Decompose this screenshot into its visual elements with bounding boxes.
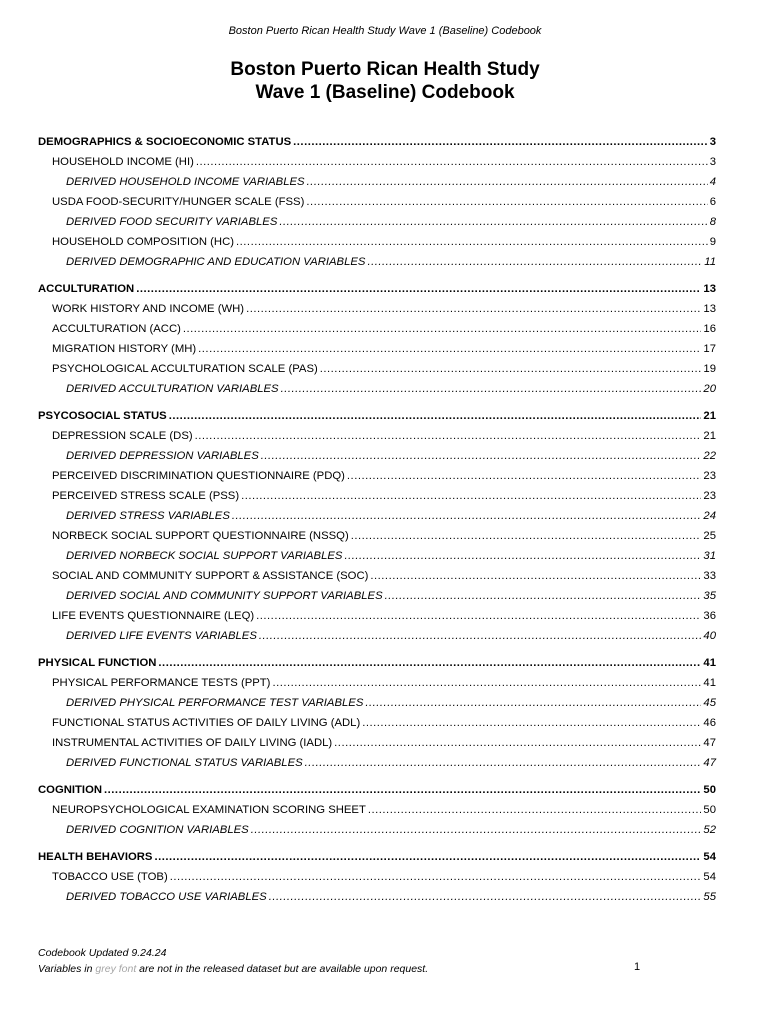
dot-leader bbox=[279, 216, 707, 228]
toc-entry-label: WORK HISTORY AND INCOME (WH) bbox=[52, 303, 245, 315]
toc-entry-page: 52 bbox=[703, 824, 716, 836]
toc-entry-page: 50 bbox=[703, 804, 716, 816]
dot-leader bbox=[351, 530, 702, 542]
toc-entry-page: 24 bbox=[703, 510, 716, 522]
dot-leader bbox=[306, 196, 707, 208]
dot-leader bbox=[281, 383, 702, 395]
toc-section-heading[interactable] bbox=[38, 851, 716, 871]
toc-entry-page: 17 bbox=[703, 343, 716, 355]
toc-subentry[interactable] bbox=[38, 216, 716, 236]
toc-entry[interactable] bbox=[38, 490, 716, 510]
dot-leader bbox=[385, 590, 702, 602]
dot-leader bbox=[232, 510, 702, 522]
document-title-line-1: Boston Puerto Rican Health Study bbox=[230, 59, 540, 80]
grey-font-sample: grey font bbox=[95, 963, 137, 975]
dot-leader bbox=[170, 871, 702, 883]
toc-entry-label: NORBECK SOCIAL SUPPORT QUESTIONNAIRE (NSSQ) bbox=[52, 530, 349, 542]
toc-entry[interactable] bbox=[38, 236, 716, 256]
toc-section bbox=[38, 657, 716, 777]
dot-leader bbox=[365, 697, 701, 709]
toc-entry-page: 13 bbox=[703, 283, 716, 295]
dot-leader bbox=[136, 283, 701, 295]
toc-entry-page: 4 bbox=[709, 176, 716, 188]
toc-subentry[interactable] bbox=[38, 590, 716, 610]
toc-subentry[interactable] bbox=[38, 550, 716, 570]
toc-entry-page: 6 bbox=[709, 196, 716, 208]
dot-leader bbox=[370, 570, 701, 582]
dot-leader bbox=[269, 891, 702, 903]
toc-entry[interactable] bbox=[38, 717, 716, 737]
toc-entry-label: DERIVED NORBECK SOCIAL SUPPORT VARIABLES bbox=[66, 550, 343, 562]
dot-leader bbox=[347, 470, 702, 482]
toc-entry-label: DERIVED ACCULTURATION VARIABLES bbox=[66, 383, 279, 395]
dot-leader bbox=[198, 343, 701, 355]
toc-entry-label: PHYSICAL FUNCTION bbox=[38, 657, 157, 669]
toc-entry-label: MIGRATION HISTORY (MH) bbox=[52, 343, 197, 355]
toc-entry[interactable] bbox=[38, 323, 716, 343]
toc-entry-page: 3 bbox=[709, 156, 716, 168]
toc-entry-page: 23 bbox=[703, 470, 716, 482]
dot-leader bbox=[241, 490, 701, 502]
toc-entry-label: USDA FOOD-SECURITY/HUNGER SCALE (FSS) bbox=[52, 196, 305, 208]
grey-font-note-end: are not in the released dataset but are available upon request. bbox=[136, 963, 429, 975]
toc-entry[interactable] bbox=[38, 737, 716, 757]
toc-entry-page: 22 bbox=[703, 450, 716, 462]
toc-entry-label: ACCULTURATION bbox=[38, 283, 135, 295]
toc-section-heading[interactable] bbox=[38, 410, 716, 430]
toc-entry-label: PHYSICAL PERFORMANCE TESTS (PPT) bbox=[52, 677, 271, 689]
toc-entry-page: 11 bbox=[704, 256, 716, 268]
dot-leader bbox=[154, 851, 701, 863]
toc-entry-label: PSYCHOLOGICAL ACCULTURATION SCALE (PAS) bbox=[52, 363, 318, 375]
toc-entry[interactable] bbox=[38, 570, 716, 590]
toc-subentry[interactable] bbox=[38, 510, 716, 530]
toc-subentry[interactable] bbox=[38, 757, 716, 777]
toc-section-heading[interactable] bbox=[38, 784, 716, 804]
dot-leader bbox=[158, 657, 701, 669]
toc-entry-label: PERCEIVED DISCRIMINATION QUESTIONNAIRE (PDQ) bbox=[52, 470, 345, 482]
dot-leader bbox=[368, 804, 702, 816]
toc-entry-label: DERIVED TOBACCO USE VARIABLES bbox=[66, 891, 267, 903]
toc-subentry[interactable] bbox=[38, 891, 716, 911]
toc-entry-label: PSYCOSOCIAL STATUS bbox=[38, 410, 167, 422]
toc-entry-page: 35 bbox=[703, 590, 716, 602]
dot-leader bbox=[362, 717, 701, 729]
toc-entry-page: 40 bbox=[703, 630, 716, 642]
toc-section bbox=[38, 283, 716, 403]
toc-entry-label: LIFE EVENTS QUESTIONNAIRE (LEQ) bbox=[52, 610, 255, 622]
toc-entry-page: 50 bbox=[703, 784, 716, 796]
toc-entry-page: 3 bbox=[709, 136, 716, 148]
table-of-contents bbox=[38, 136, 716, 918]
dot-leader bbox=[251, 824, 702, 836]
toc-entry-label: DEMOGRAPHICS & SOCIOECONOMIC STATUS bbox=[38, 136, 292, 148]
toc-entry-label: COGNITION bbox=[38, 784, 103, 796]
toc-section-heading[interactable] bbox=[38, 283, 716, 303]
toc-entry-label: HOUSEHOLD INCOME (HI) bbox=[52, 156, 194, 168]
dot-leader bbox=[259, 630, 702, 642]
toc-entry-page: 19 bbox=[703, 363, 716, 375]
toc-entry-page: 46 bbox=[703, 717, 716, 729]
toc-section bbox=[38, 136, 716, 276]
toc-section bbox=[38, 851, 716, 911]
toc-subentry[interactable] bbox=[38, 256, 716, 276]
toc-entry-label: ACCULTURATION (ACC) bbox=[52, 323, 181, 335]
codebook-updated-note: Codebook Updated 9.24.24 bbox=[38, 947, 167, 959]
toc-entry-label: DERIVED COGNITION VARIABLES bbox=[66, 824, 249, 836]
toc-entry[interactable] bbox=[38, 804, 716, 824]
toc-entry-page: 13 bbox=[703, 303, 716, 315]
toc-entry-page: 8 bbox=[709, 216, 716, 228]
toc-section-heading[interactable] bbox=[38, 657, 716, 677]
toc-entry-page: 36 bbox=[703, 610, 716, 622]
toc-entry-page: 41 bbox=[703, 657, 716, 669]
dot-leader bbox=[307, 176, 708, 188]
toc-entry-page: 54 bbox=[703, 851, 716, 863]
dot-leader bbox=[196, 156, 708, 168]
toc-subentry[interactable] bbox=[38, 450, 716, 470]
dot-leader bbox=[367, 256, 702, 268]
toc-subentry[interactable] bbox=[38, 630, 716, 650]
toc-entry-label: TOBACCO USE (TOB) bbox=[52, 871, 168, 883]
toc-entry-label: DERIVED FUNCTIONAL STATUS VARIABLES bbox=[66, 757, 303, 769]
toc-entry-label: DERIVED LIFE EVENTS VARIABLES bbox=[66, 630, 257, 642]
dot-leader bbox=[183, 323, 702, 335]
document-title-line-2: Wave 1 (Baseline) Codebook bbox=[255, 82, 515, 103]
toc-entry-label: INSTRUMENTAL ACTIVITIES OF DAILY LIVING (IADL) bbox=[52, 737, 333, 749]
toc-entry-page: 45 bbox=[703, 697, 716, 709]
dot-leader bbox=[272, 677, 701, 689]
dot-leader bbox=[344, 550, 701, 562]
toc-entry-page: 9 bbox=[709, 236, 716, 248]
dot-leader bbox=[305, 757, 702, 769]
dot-leader bbox=[293, 136, 708, 148]
document-title bbox=[0, 58, 770, 104]
running-header: Boston Puerto Rican Health Study Wave 1 (Baseline) Codebook bbox=[228, 25, 542, 37]
toc-section bbox=[38, 410, 716, 650]
toc-entry-label: DERIVED PHYSICAL PERFORMANCE TEST VARIABLES bbox=[66, 697, 364, 709]
toc-entry-page: 23 bbox=[703, 490, 716, 502]
dot-leader bbox=[320, 363, 702, 375]
dot-leader bbox=[169, 410, 702, 422]
toc-entry-label: HOUSEHOLD COMPOSITION (HC) bbox=[52, 236, 235, 248]
toc-entry-label: DERIVED SOCIAL AND COMMUNITY SUPPORT VARIABLES bbox=[66, 590, 383, 602]
toc-entry[interactable] bbox=[38, 196, 716, 216]
grey-font-note bbox=[38, 961, 428, 977]
toc-entry-label: HEALTH BEHAVIORS bbox=[38, 851, 153, 863]
toc-entry-page: 33 bbox=[703, 570, 716, 582]
toc-entry[interactable] bbox=[38, 343, 716, 363]
dot-leader bbox=[334, 737, 701, 749]
toc-section bbox=[38, 784, 716, 844]
footer bbox=[38, 945, 428, 977]
toc-entry-page: 25 bbox=[703, 530, 716, 542]
toc-entry[interactable] bbox=[38, 610, 716, 630]
toc-entry-label: DERIVED DEPRESSION VARIABLES bbox=[66, 450, 259, 462]
toc-entry-label: DEPRESSION SCALE (DS) bbox=[52, 430, 193, 442]
toc-entry-label: FUNCTIONAL STATUS ACTIVITIES OF DAILY LIVING (ADL) bbox=[52, 717, 361, 729]
toc-entry-page: 54 bbox=[703, 871, 716, 883]
dot-leader bbox=[246, 303, 701, 315]
dot-leader bbox=[195, 430, 702, 442]
toc-entry-page: 21 bbox=[703, 430, 716, 442]
toc-entry-label: DERIVED DEMOGRAPHIC AND EDUCATION VARIABLES bbox=[66, 256, 366, 268]
toc-entry-label: SOCIAL AND COMMUNITY SUPPORT & ASSISTANCE (SOC) bbox=[52, 570, 369, 582]
toc-entry[interactable] bbox=[38, 363, 716, 383]
grey-font-note-start: Variables in bbox=[38, 963, 96, 975]
toc-entry[interactable] bbox=[38, 303, 716, 323]
toc-entry[interactable] bbox=[38, 871, 716, 891]
toc-entry-page: 21 bbox=[703, 410, 716, 422]
toc-subentry[interactable] bbox=[38, 176, 716, 196]
dot-leader bbox=[256, 610, 701, 622]
toc-entry-page: 41 bbox=[703, 677, 716, 689]
page-number: 1 bbox=[634, 961, 641, 973]
toc-entry[interactable] bbox=[38, 530, 716, 550]
toc-entry-page: 47 bbox=[703, 757, 716, 769]
dot-leader bbox=[104, 784, 701, 796]
toc-entry-label: NEUROPSYCHOLOGICAL EXAMINATION SCORING SHEET bbox=[52, 804, 366, 816]
toc-entry-label: DERIVED STRESS VARIABLES bbox=[66, 510, 230, 522]
toc-entry-page: 55 bbox=[703, 891, 716, 903]
toc-section-heading[interactable] bbox=[38, 136, 716, 156]
toc-subentry[interactable] bbox=[38, 697, 716, 717]
dot-leader bbox=[261, 450, 702, 462]
toc-entry-label: DERIVED HOUSEHOLD INCOME VARIABLES bbox=[66, 176, 305, 188]
toc-entry-page: 20 bbox=[703, 383, 716, 395]
toc-subentry[interactable] bbox=[38, 824, 716, 844]
dot-leader bbox=[236, 236, 708, 248]
toc-entry[interactable] bbox=[38, 156, 716, 176]
toc-subentry[interactable] bbox=[38, 383, 716, 403]
toc-entry[interactable] bbox=[38, 677, 716, 697]
toc-entry-page: 16 bbox=[703, 323, 716, 335]
toc-entry-label: PERCEIVED STRESS SCALE (PSS) bbox=[52, 490, 240, 502]
toc-entry-page: 31 bbox=[703, 550, 716, 562]
toc-entry-page: 47 bbox=[703, 737, 716, 749]
toc-entry[interactable] bbox=[38, 430, 716, 450]
toc-entry[interactable] bbox=[38, 470, 716, 490]
toc-entry-label: DERIVED FOOD SECURITY VARIABLES bbox=[66, 216, 278, 228]
